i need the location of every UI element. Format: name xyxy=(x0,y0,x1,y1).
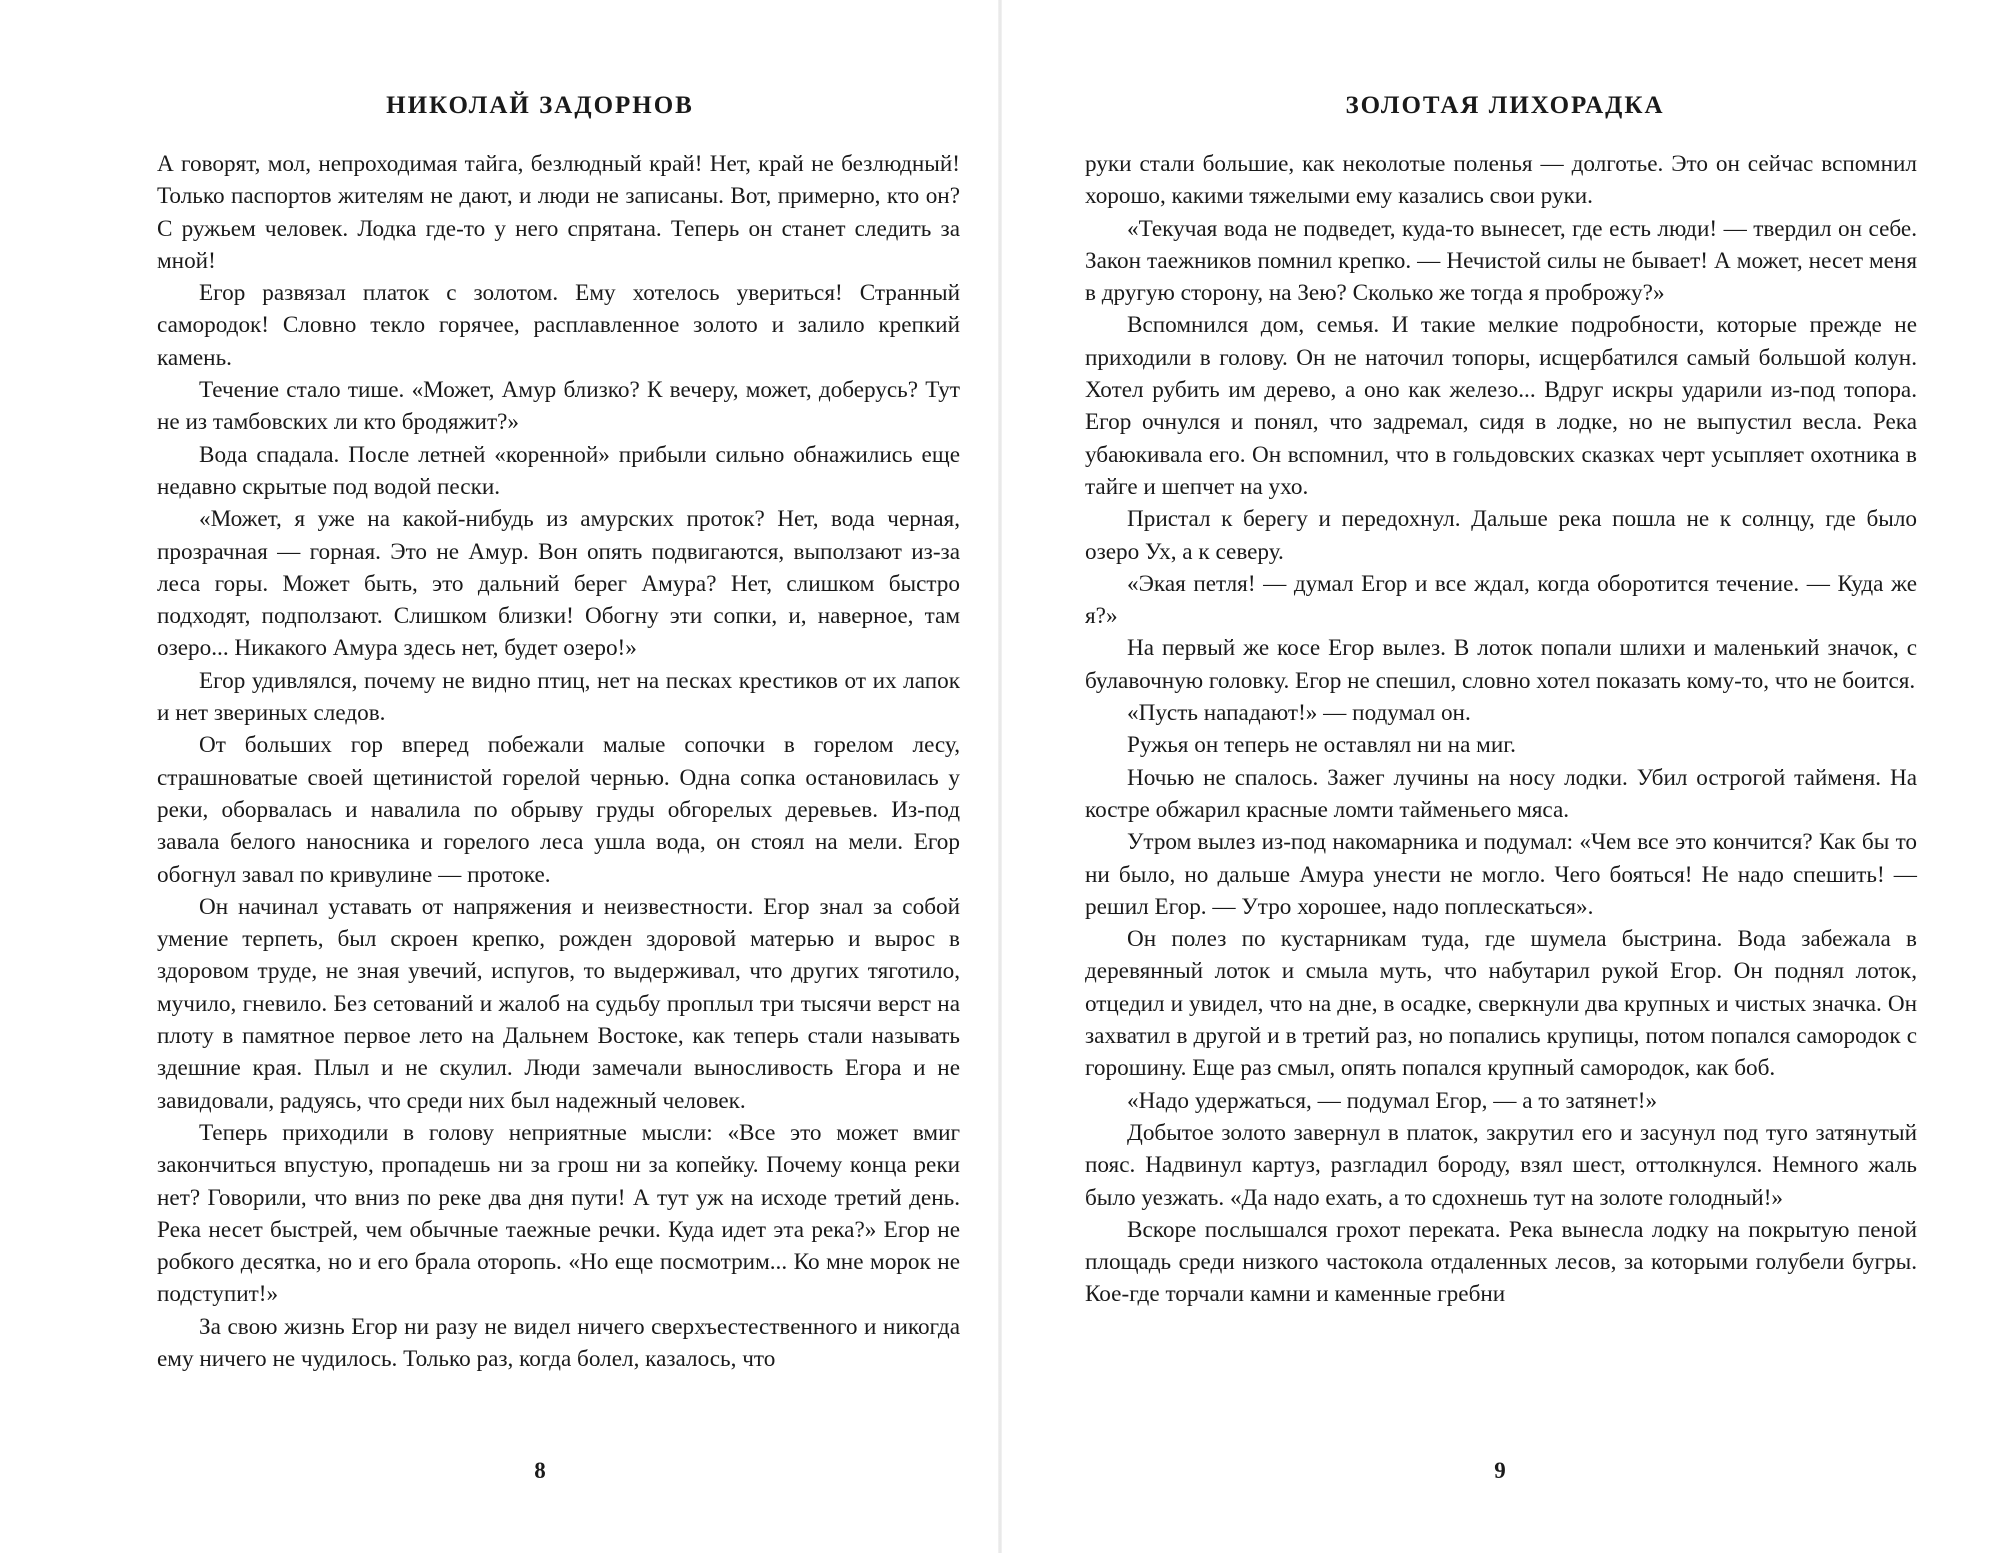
paragraph: Утром вылез из-под накомарника и подумал: «Чем все это кончится? Как бы то ни было, но дальше Амура унести не могло. Чего бояться! Не надо спешить! — решил Егор. — Утро хорошее, надо поплескаться». xyxy=(1085,829,1917,920)
paragraph: Вспомнился дом, семья. И такие мелкие подробности, которые прежде не приходили в голову. Он не наточил топоры, исщербатился самый большой колун. Хотел рубить им дерево, а оно как железо... Вдруг искры ударили из-под топора. Егор очнулся и понял, что задремал, сидя в лодке, но не выпустил весла. Река убаюкивала его. Он вспомнил, что в гольдовских сказках черт усыпляет охотника в тайге и шепчет на ухо. xyxy=(1085,312,1917,500)
paragraph: «Текучая вода не подведет, куда-то вынесет, где есть люди! — твердил он себе. Закон таежников помнил крепко. — Нечистой силы не бывает! А может, несет меня в другую сторону, на Зею? Сколько же тогда я проброжу?» xyxy=(1085,215,1917,307)
right-text-block xyxy=(1085,148,1917,1311)
paragraph: Он начинал уставать от напряжения и неизвестности. Егор знал за собой умение терпеть, был скроен крепко, рожден здоровой матерью и вырос в здоровом труде, не зная увечий, испугов, то выдерживал, что других тяготило, мучило, гневило. Без сетований и жалоб на судьбу проплыл три тысячи верст на плоту в памятное первое лето на Дальнем Востоке, как теперь стали называть здешние края. Плыл и не скулил. Люди замечали выносливость Егора и не завидовали, радуясь, что среди них был надежный человек. xyxy=(157,893,960,1114)
page-number: 9 xyxy=(1494,1458,1506,1483)
running-head-title: ЗОЛОТАЯ ЛИХОРАДКА xyxy=(1345,92,1665,119)
paragraph: «Надо удержаться, — подумал Егор, — а то затянет!» xyxy=(1127,1087,1658,1114)
running-head-author: НИКОЛАЙ ЗАДОРНОВ xyxy=(386,92,694,119)
left-text-block xyxy=(157,148,960,1375)
paragraph: Ружья он теперь не оставлял ни на миг. xyxy=(1127,732,1516,759)
paragraph: «Может, я уже на какой-нибудь из амурских проток? Нет, вода черная, прозрачная — горная. Это не Амур. Вон опять подвигаются, выползают из-за леса горы. Может быть, это дальний берег Амура? Нет, слишком быстро подходят, подползают. Слишком близки! Обогну эти сопки, и, наверное, там озеро... Никакого Амура здесь нет, будет озеро!» xyxy=(157,506,960,662)
paragraph: Пристал к берегу и передохнул. Дальше река пошла не к солнцу, где было озеро Ух, а к северу. xyxy=(1085,506,1917,565)
paragraph: Вскоре послышался грохот переката. Река вынесла лодку на покрытую пеной площадь среди низкого частокола отдаленных лесов, за которыми голубели бугры. Кое-где торчали камни и каменные гребни xyxy=(1085,1216,1917,1308)
paragraph: Теперь приходили в голову неприятные мысли: «Все это может вмиг закончиться впустую, пропадешь ни за грош ни за копейку. Почему конца реки нет? Говорили, что вниз по реке два дня пути! А тут уж на исходе третий день. Река несет быстрей, чем обычные таежные речки. Куда идет эта река?» Егор не робкого десятка, но и его брала оторопь. «Но еще посмотрим... Ко мне морок не подступит!» xyxy=(157,1119,960,1308)
paragraph: Он полез по кустарникам туда, где шумела быстрина. Вода забежала в деревянный лоток и смыла муть, что набутарил рукой Егор. Он поднял лоток, отцедил и увидел, что на дне, в осадке, сверкнули два крупных и чистых значка. Он захватил в другой и в третий раз, но попались крупицы, потом попался самородок с горошину. Еще раз смыл, опять попался крупный самородок, как боб. xyxy=(1085,926,1917,1082)
paragraph: «Экая петля! — думал Егор и все ждал, когда оборотится течение. — Куда же я?» xyxy=(1085,570,1917,630)
paragraph: На первый же косе Егор вылез. В лоток попали шлихи и маленький значок, с булавочную головку. Егор не спешил, словно хотел показать кому-то, что не боится. xyxy=(1085,635,1917,694)
paragraph: А говорят, мол, непроходимая тайга, безлюдный край! Нет, край не безлюдный! Только паспортов жителям не дают, и люди не записаны. Вот, примерно, кто он? С ружьем человек. Лодка где-то у него спрятана. Теперь он станет следить за мной! xyxy=(157,151,960,274)
paragraph: Ночью не спалось. Зажег лучины на носу лодки. Убил острогой тайменя. На костре обжарил красные ломти тайменьего мяса. xyxy=(1085,764,1917,823)
right-page xyxy=(1000,0,2000,1553)
paragraph: Течение стало тише. «Может, Амур близко? К вечеру, может, доберусь? Тут не из тамбовских ли кто бродяжит?» xyxy=(157,377,960,436)
paragraph: руки стали большие, как неколотые поленья — долготье. Это он сейчас вспомнил хорошо, какими тяжелыми ему казались свои руки. xyxy=(1085,151,1917,210)
paragraph: Егор удивлялся, почему не видно птиц, нет на песках крестиков от их лапок и нет звериных следов. xyxy=(157,667,960,727)
paragraph: Добытое золото завернул в платок, закрутил его и засунул под туго затянутый пояс. Надвинул картуз, разгладил бороду, взял шест, оттолкнулся. Немного жаль было уезжать. «Да надо ехать, а то сдохнешь тут на золоте голодный!» xyxy=(1085,1119,1917,1211)
paragraph: «Пусть нападают!» — подумал он. xyxy=(1127,700,1471,727)
paragraph: Вода спадала. После летней «коренной» прибыли сильно обнажились еще недавно скрытые под водой пески. xyxy=(157,441,960,500)
paragraph: От больших гор вперед побежали малые сопочки в горелом лесу, страшноватые своей щетинистой горелой чернью. Одна сопка остановилась у реки, оборвалась и навалила по обрыву груды обгорелых деревьев. Из-под завала белого наносника и горелого леса ушла вода, он стоял на мели. Егор обогнул завал по кривулине — протоке. xyxy=(157,732,960,888)
paragraph: Егор развязал платок с золотом. Ему хотелось увериться! Странный самородок! Словно текло горячее, расплавленное золото и залило крепкий камень. xyxy=(157,280,960,371)
paragraph: За свою жизнь Егор ни разу не видел ничего сверхъестественного и никогда ему ничего не чудилось. Только раз, когда болел, казалось, что xyxy=(157,1313,960,1372)
page-number: 8 xyxy=(534,1458,546,1483)
